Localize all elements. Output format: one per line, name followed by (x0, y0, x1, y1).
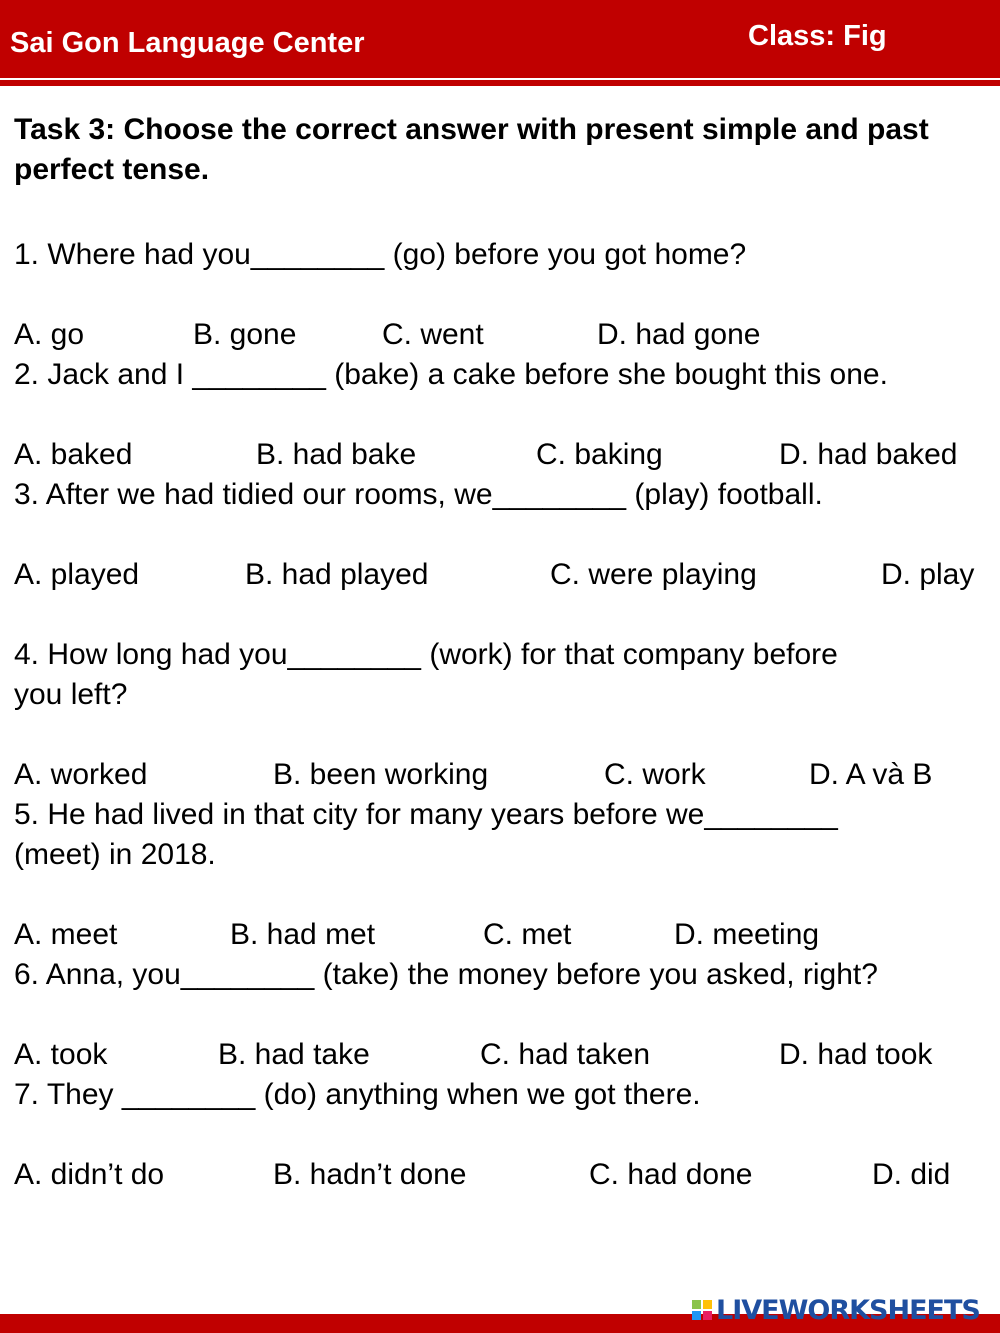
q2-option-a[interactable]: A. baked (14, 438, 133, 471)
header-divider (0, 80, 1000, 86)
q6-option-a[interactable]: A. took (14, 1038, 108, 1071)
question-7: 7. They ________ (do) anything when we got there. (14, 1078, 701, 1111)
q2-option-c[interactable]: C. baking (536, 438, 663, 471)
q1-option-d[interactable]: D. had gone (597, 318, 761, 351)
q4-option-b[interactable]: B. been working (273, 758, 489, 791)
q2-option-d[interactable]: D. had baked (779, 438, 958, 471)
q5-option-a[interactable]: A. meet (14, 918, 118, 951)
q5-option-d[interactable]: D. meeting (674, 918, 820, 951)
q1-option-c[interactable]: C. went (382, 318, 484, 351)
q6-option-d[interactable]: D. had took (779, 1038, 933, 1071)
question-2: 2. Jack and I ________ (bake) a cake before she bought this one. (14, 358, 888, 391)
liveworksheets-logo (692, 1293, 980, 1327)
q3-option-a[interactable]: A. played (14, 558, 140, 591)
q3-option-d[interactable]: D. play (881, 558, 975, 591)
question-6: 6. Anna, you________ (take) the money before you asked, right? (14, 958, 878, 991)
logo-blocks-icon (692, 1300, 712, 1320)
q7-option-d[interactable]: D. did (872, 1158, 951, 1191)
q4-option-a[interactable]: A. worked (14, 758, 148, 791)
question-3: 3. After we had tidied our rooms, we________ (play) football. (14, 478, 823, 511)
q2-option-b[interactable]: B. had bake (256, 438, 417, 471)
q4-option-c[interactable]: C. work (604, 758, 706, 791)
q7-option-c[interactable]: C. had done (589, 1158, 753, 1191)
question-4-continued: you left? (14, 678, 128, 711)
q6-option-b[interactable]: B. had take (218, 1038, 370, 1071)
q3-option-b[interactable]: B. had played (245, 558, 429, 591)
question-5: 5. He had lived in that city for many years before we________ (14, 798, 838, 831)
q5-option-b[interactable]: B. had met (230, 918, 376, 951)
q7-option-a[interactable]: A. didn’t do (14, 1158, 165, 1191)
question-5-continued: (meet) in 2018. (14, 838, 216, 871)
logo-text: LIVEWORKSHEETS (716, 1294, 980, 1326)
q1-option-a[interactable]: A. go (14, 318, 85, 351)
question-4: 4. How long had you________ (work) for that company before (14, 638, 838, 671)
q5-option-c[interactable]: C. met (483, 918, 572, 951)
q3-option-c[interactable]: C. were playing (550, 558, 757, 591)
q6-option-c[interactable]: C. had taken (480, 1038, 651, 1071)
center-name: Sai Gon Language Center (10, 27, 365, 59)
class-label: Class: Fig (748, 20, 887, 52)
question-1: 1. Where had you________ (go) before you got home? (14, 238, 747, 271)
q7-option-b[interactable]: B. hadn’t done (273, 1158, 467, 1191)
q1-option-b[interactable]: B. gone (193, 318, 297, 351)
q4-option-d[interactable]: D. A và B (809, 758, 933, 791)
task-title: Task 3: Choose the correct answer with present simple and past perfect tense. (14, 113, 929, 186)
